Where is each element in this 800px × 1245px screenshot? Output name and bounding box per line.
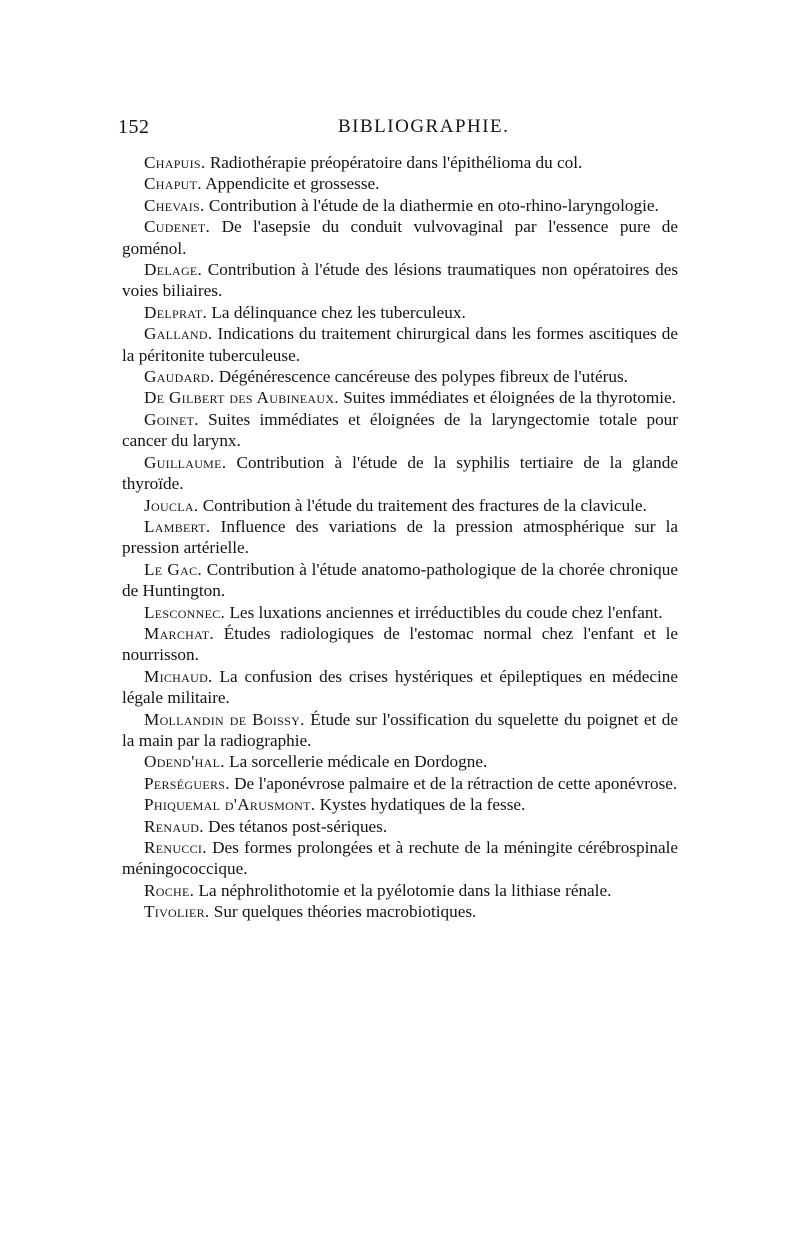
entry-title: La délinquance chez les tuberculeux. — [211, 302, 466, 322]
entry-title: La sorcellerie médicale en Dordogne. — [229, 752, 488, 772]
entry-title: Influence des variations de la pression atmosphérique sur la pression artérielle. — [122, 516, 679, 558]
entry-title: De l'asepsie du conduit vulvovaginal par l'essence pure de goménol. — [122, 217, 679, 258]
bibliography-entry — [122, 366, 678, 387]
bibliography-entry — [122, 837, 678, 880]
entry-author: Phiquemal d'Arusmont. — [144, 795, 316, 815]
bibliography-entry — [122, 452, 678, 495]
entry-title: Étude sur l'ossification du squelette du poignet et de la main par la radiographie. — [122, 709, 679, 750]
bibliography-entry — [122, 387, 678, 408]
entry-title: Sur quelques théories macrobiotiques. — [213, 902, 477, 922]
entry-author: De Gilbert des Aubineaux. — [144, 388, 339, 408]
entry-title: Indications du traitement chirurgical dans les formes ascitiques de la péritonite tuberculeuse. — [122, 324, 679, 365]
bibliography-entry — [122, 195, 678, 216]
entry-title: De l'aponévrose palmaire et de la rétraction de cette aponévrose. — [234, 773, 678, 793]
bibliography-entry — [122, 602, 678, 623]
entry-title: Contribution à l'étude de la syphilis tertiaire de la glande thyroïde. — [122, 452, 678, 494]
entry-author: Galland. — [144, 324, 213, 344]
bibliography-entry — [122, 302, 678, 323]
entry-author: Chaput. — [144, 174, 202, 194]
bibliography-entry — [122, 709, 678, 752]
bibliography-entry — [122, 516, 678, 559]
bibliography-entry — [122, 559, 678, 602]
bibliography-entry — [122, 880, 678, 901]
bibliography-entry — [122, 666, 678, 709]
bibliography-entry — [122, 816, 678, 837]
bibliography-entry — [122, 773, 678, 794]
entry-title: Suites immédiates et éloignées de la thyrotomie. — [343, 388, 676, 408]
entry-author: Goinet. — [144, 409, 199, 429]
entry-title: Des tétanos post-sériques. — [208, 816, 388, 836]
running-title: BIBLIOGRAPHIE. — [338, 116, 510, 137]
entry-author: Renucci. — [144, 838, 207, 857]
entry-title: Dégénérescence cancéreuse des polypes fibreux de l'utérus. — [218, 367, 628, 387]
entry-author: Delprat. — [144, 302, 208, 322]
entry-author: Lambert. — [144, 516, 211, 536]
bibliography-entry — [122, 216, 678, 259]
entry-title: Kystes hydatiques de la fesse. — [319, 795, 526, 815]
entry-author: Mollandin de Boissy. — [144, 709, 305, 729]
entry-title: Contribution à l'étude du traitement des fractures de la clavicule. — [202, 495, 647, 515]
entry-title: Contribution à l'étude anatomo-pathologique de la chorée chronique de Huntington. — [122, 559, 678, 601]
entry-title: Suites immédiates et éloignées de la laryngectomie totale pour cancer du larynx. — [122, 409, 679, 451]
entry-author: Delage. — [144, 260, 203, 280]
bibliography-entry — [122, 901, 678, 922]
entry-title: Études radiologiques de l'estomac normal chez l'enfant et le nourrisson. — [122, 623, 678, 665]
entry-title: La néphrolithotomie et la pyélotomie dans la lithiase rénale. — [198, 880, 612, 900]
bibliography-entry — [122, 409, 678, 452]
entry-author: Michaud. — [144, 666, 213, 686]
entry-author: Renaud. — [144, 816, 204, 836]
entry-author: Marchat. — [144, 623, 214, 643]
entry-title: Contribution à l'étude des lésions traumatiques non opératoires des voies biliaires. — [122, 260, 679, 301]
entry-author: Lesconnec. — [144, 602, 226, 622]
entry-author: Gaudard. — [144, 367, 215, 387]
bibliography-list — [122, 152, 678, 923]
bibliography-entry — [122, 495, 678, 516]
entry-title: Les luxations anciennes et irréductibles du coude chez l'enfant. — [229, 602, 663, 622]
entry-author: Perséguers. — [144, 773, 230, 793]
entry-author: Roche. — [144, 880, 195, 900]
bibliography-entry — [122, 623, 678, 666]
entry-title: Radiothérapie préopératoire dans l'épithélioma du col. — [209, 153, 583, 172]
running-head — [118, 116, 683, 140]
entry-author: Joucla. — [144, 495, 199, 515]
entry-title: La confusion des crises hystériques et épileptiques en médecine légale militaire. — [122, 666, 678, 708]
entry-author: Chapuis. — [144, 153, 206, 172]
bibliography-entry — [122, 259, 678, 302]
entry-title: Des formes prolongées et à rechute de la méningite cérébrospinale méningococcique. — [122, 838, 678, 879]
entry-author: Le Gac. — [144, 559, 203, 579]
entry-author: Cudenet. — [144, 217, 211, 237]
bibliography-entry — [122, 173, 678, 194]
bibliography-entry — [122, 323, 678, 366]
bibliography-entry — [122, 794, 678, 815]
bibliography-entry — [122, 152, 678, 173]
bibliography-entry — [122, 751, 678, 772]
entry-title: Contribution à l'étude de la diathermie en oto-rhino-laryngologie. — [208, 195, 659, 215]
entry-author: Guillaume. — [144, 452, 227, 472]
entry-author: Tivolier. — [144, 902, 210, 922]
page-number: 152 — [118, 116, 150, 138]
entry-author: Chevais. — [144, 195, 205, 215]
entry-author: Odend'hal. — [144, 752, 225, 772]
entry-title: Appendicite et grossesse. — [205, 174, 380, 194]
